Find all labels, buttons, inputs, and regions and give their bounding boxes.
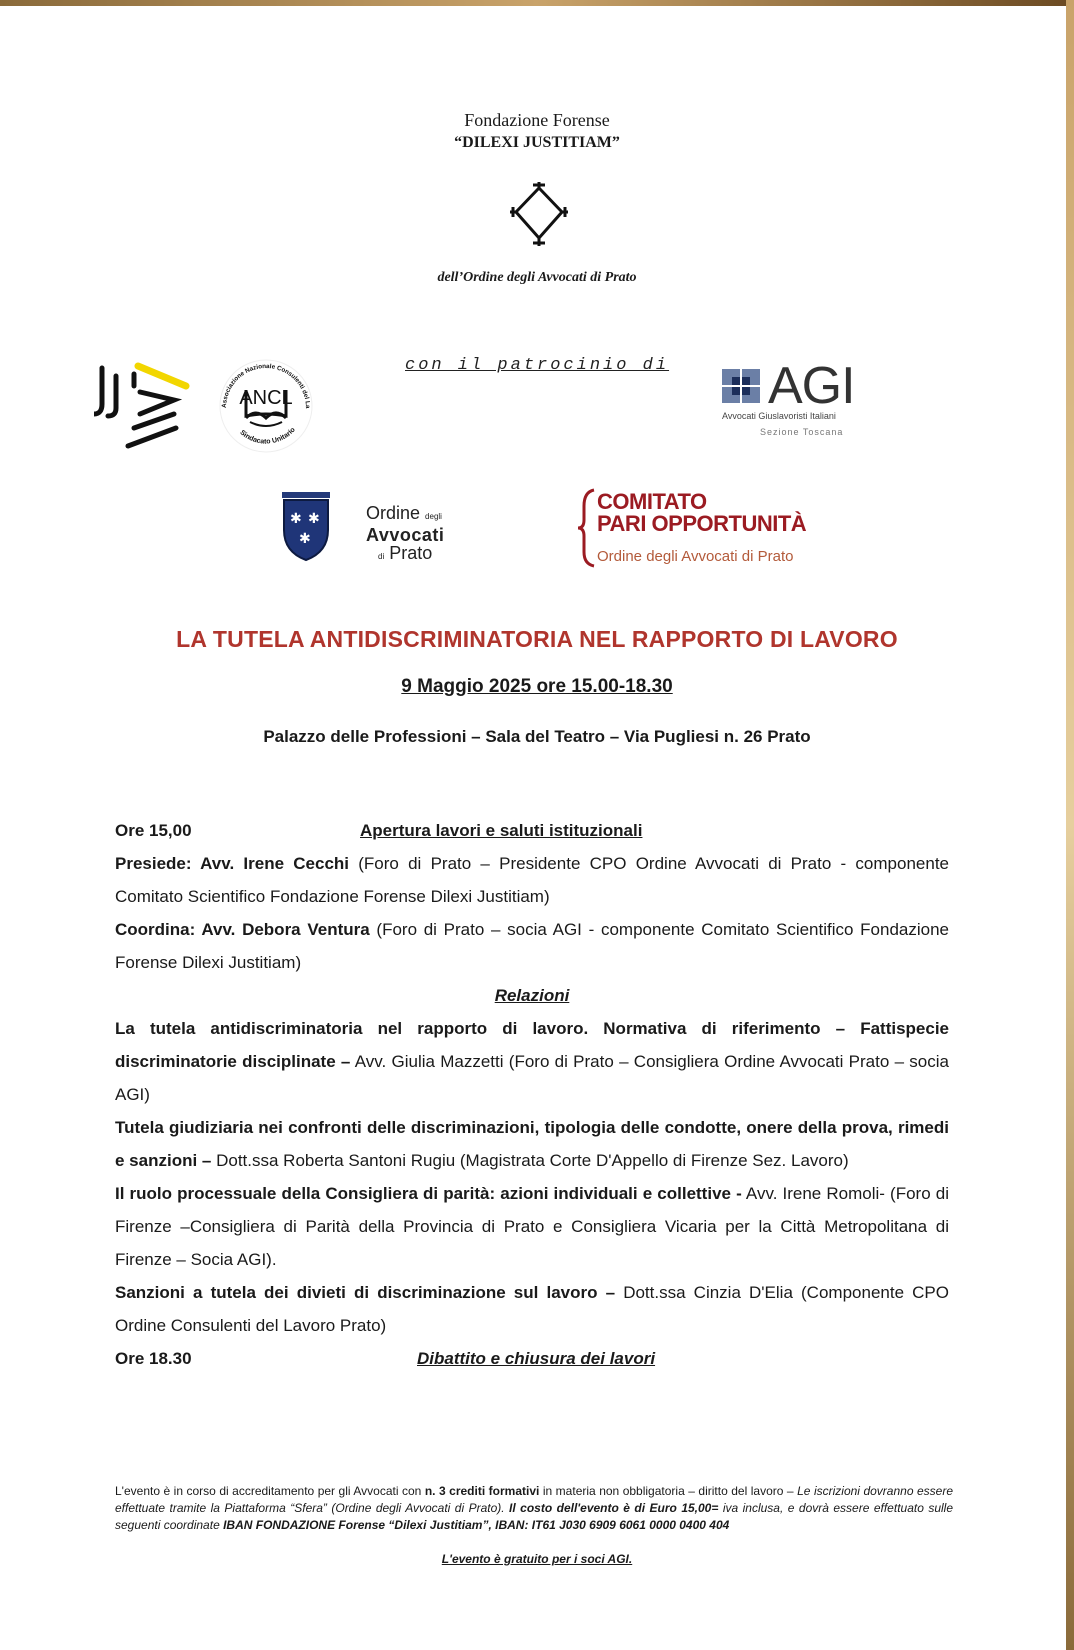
cpo-line2: PARI OPPORTUNITÀ [597,511,807,536]
right-edge [1066,0,1074,1650]
svg-text:Sindacato Unitario [238,426,296,445]
relazioni-label: Relazioni [494,986,570,1005]
opening-row [115,814,949,847]
agi-section: Sezione Toscana [760,427,844,437]
note-a: L'evento è in corso di accreditamento per gli Avvocati con [115,1484,425,1498]
cpo-subtitle: Ordine degli Avvocati di Prato [597,548,794,565]
talk-title: Il ruolo processuale della Consigliera di parità: azioni individuali e collettive - [115,1184,742,1203]
talk-title: Sanzioni a tutela dei divieti di discriminazione sul lavoro – [115,1283,616,1302]
talk-title: Tutela giudiziaria nei confronti delle discriminazioni, tipologia delle condotte, onere della prova, rimedi e sanzioni – [115,1118,949,1170]
accreditation-note [115,1483,953,1534]
prato-shield-icon [280,490,332,562]
talk-3 [115,1177,949,1276]
oda-line3-small: di [378,552,385,561]
svg-text:✱: ✱ [299,531,311,547]
cpo-title [597,491,806,535]
foundation-name: Fondazione Forense [464,110,610,130]
foundation-quote: “DILEXI JUSTITIAM” [454,134,620,151]
event-title: LA TUTELA ANTIDISCRIMINATORIA NEL RAPPORTO DI LAVORO [176,626,898,652]
relazioni-heading [115,979,949,1012]
chair-paragraph [115,847,949,913]
foundation-emblem-icon [504,178,574,250]
note-c: Le iscrizioni dovranno essere effettuate tramite la Piattaforma “Sfera” (Ordine degli Avvocati di Prato). [115,1484,954,1515]
opening-time: Ore 15,00 [115,821,192,840]
talk-speaker: Dott.ssa Roberta Santoni Rugiu (Magistrata Corte D'Appello di Firenze Sez. Lavoro) [211,1151,849,1170]
talk-title: La tutela antidiscriminatoria nel rapporto di lavoro. Normativa di riferimento – Fattispecie discriminatorie disciplinate – [115,1019,949,1071]
note-d: Il costo dell'evento è di Euro 15,00= [504,1501,719,1515]
agi-square-icon [722,365,762,405]
coord-text: (Foro di Prato – socia AGI - componente Comitato Scientifico Fondazione Forense Dilexi Justitiam) [115,920,950,972]
free-for-agi-note: L'evento è gratuito per i soci AGI. [441,1552,633,1566]
patronage-label: con il patrocinio di [405,356,670,375]
note-credits: n. 3 crediti formativi [424,1484,540,1498]
coord-paragraph [115,913,949,979]
talk-1 [115,1012,949,1111]
talk-4 [115,1276,949,1342]
opening-activity: Apertura lavori e saluti istituzionali [360,821,643,840]
chair-text: (Foro di Prato – Presidente CPO Ordine Avvocati di Prato - componente Comitato Scientifico Fondazione Forense Dilexi Justitiam) [115,854,949,906]
oda-line1-small: degli [425,512,442,521]
svg-text:✱: ✱ [290,511,302,527]
note-b: in materia non obbligatoria – diritto del lavoro – [539,1484,798,1498]
talk-speaker: Dott.ssa Cinzia D'Elia (Componente CPO Ordine Consulenti del Lavoro Prato) [115,1283,949,1335]
svg-text:✱: ✱ [308,511,320,527]
closing-time: Ore 18.30 [115,1349,192,1368]
event-venue: Palazzo delle Professioni – Sala del Teatro – Via Pugliesi n. 26 Prato [263,727,811,746]
cpo-line1: COMITATO [597,489,707,514]
talk-speaker: Avv. Giulia Mazzetti (Foro di Prato – Consigliera Ordine Avvocati Prato – socia AGI) [115,1052,949,1104]
jj-logo-icon [94,356,194,456]
ancl-logo-icon [216,356,316,456]
top-edge [0,0,1074,6]
agi-subtitle: Avvocati Giuslavoristi Italiani [722,411,836,421]
program [115,814,949,1375]
coord-label: Coordina: Avv. Debora Ventura [115,920,370,939]
note-f: IBAN FONDAZIONE Forense “Dilexi Justitiam”, IBAN: IT61 J030 6909 6061 0000 0400 404 [223,1518,730,1532]
ancl-ring-text: Associazione Nazionale Consulenti del La [220,362,312,409]
oda-line1: Ordine [366,503,421,523]
talk-2 [115,1111,949,1177]
note-e: iva inclusa, e dovrà essere effettuato sulle seguenti coordinate [115,1501,954,1532]
talk-speaker: Avv. Irene Romoli- (Foro di Firenze –Consigliera di Parità della Provincia di Prato e Consigliera Vicaria per la Città Metropolitana di Firenze – Socia AGI). [115,1184,949,1269]
event-date: 9 Maggio 2025 ore 15.00-18.30 [401,676,673,697]
ancl-ring-bottom: Sindacato Unitario [238,426,297,446]
cpo-brace-icon [578,488,596,568]
ancl-text: ANCL [239,387,293,409]
oda-line3: Prato [389,543,433,563]
chair-label: Presiede: Avv. Irene Cecchi [115,854,350,873]
oda-line2: Avvocati [366,525,445,545]
closing-row [115,1342,949,1375]
foundation-subtitle: dell’Ordine degli Avvocati di Prato [437,270,637,285]
agi-text: AGI [768,357,855,415]
ordine-avvocati-logo-text [366,504,444,566]
closing-activity: Dibattito e chiusura dei lavori [417,1349,656,1368]
